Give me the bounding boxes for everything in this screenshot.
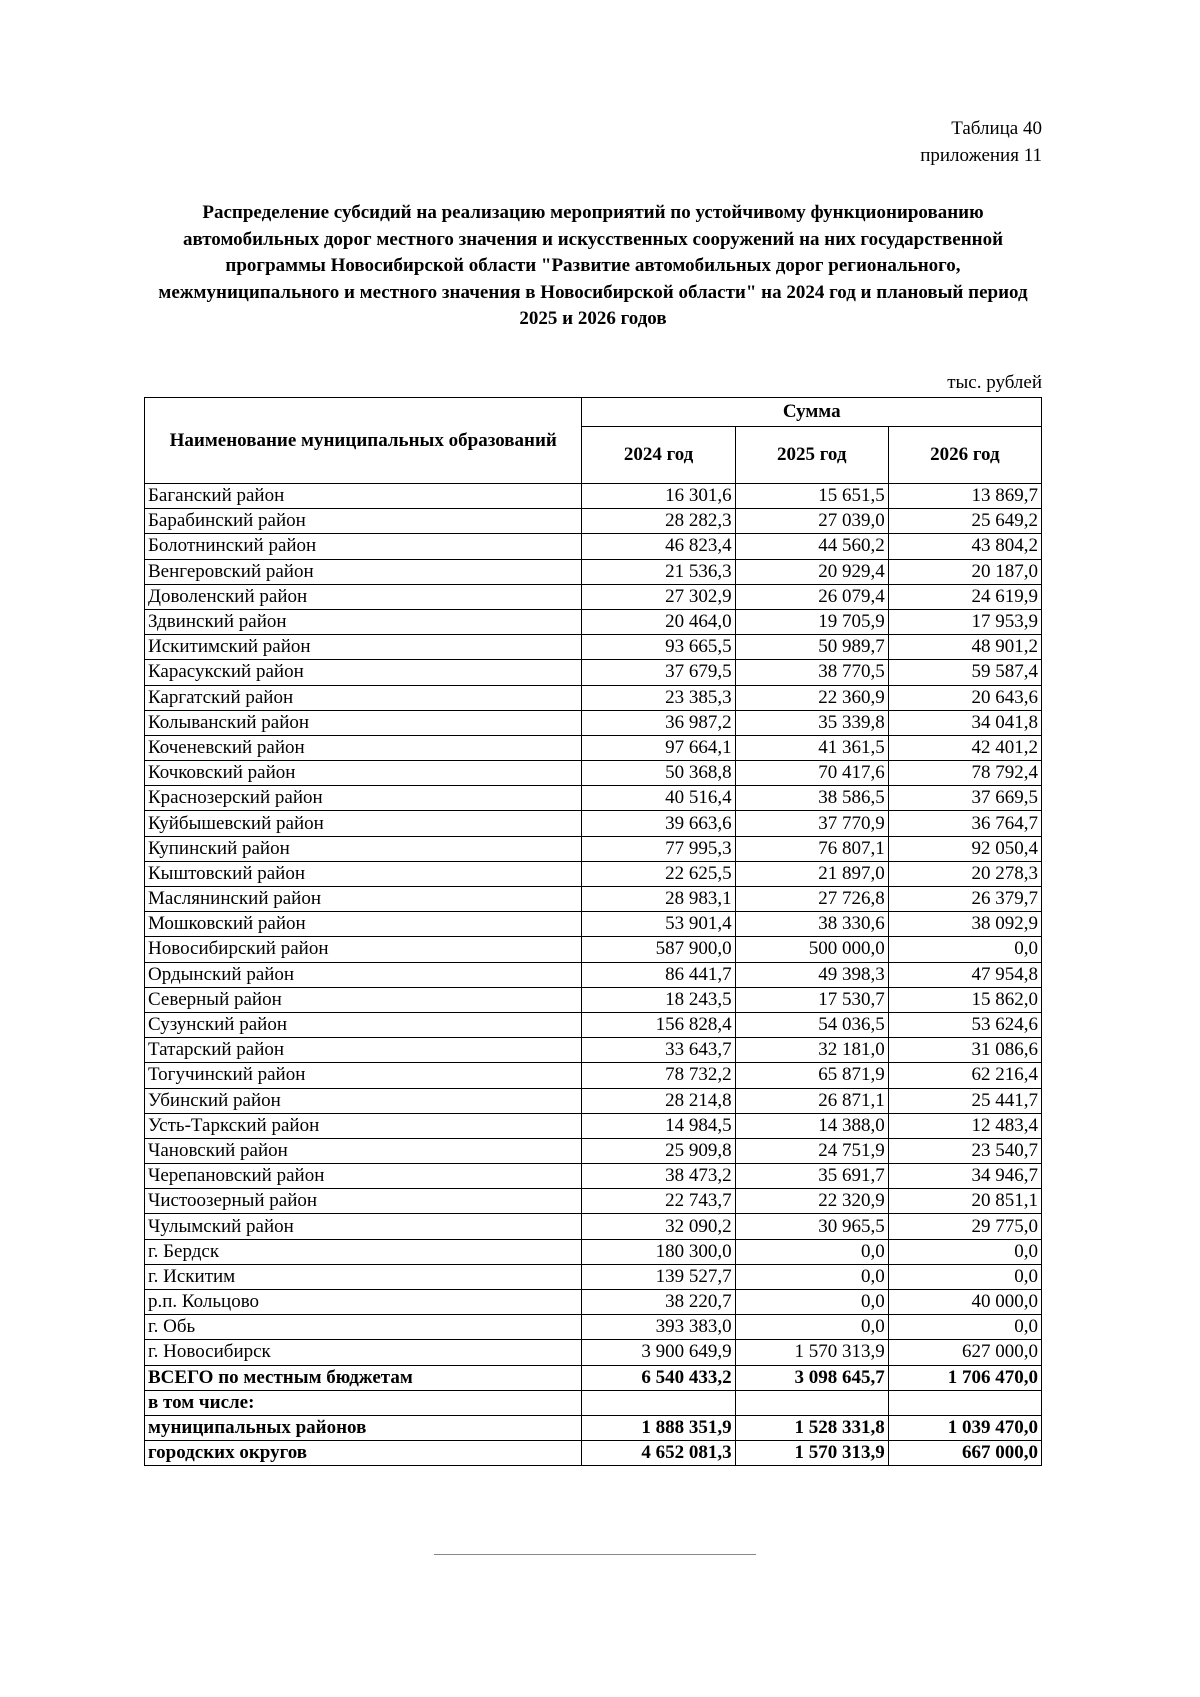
table-row bbox=[145, 761, 1042, 786]
value-2024: 393 383,0 bbox=[582, 1315, 735, 1340]
municipality-name: Кочковский район bbox=[145, 761, 582, 786]
total-row bbox=[145, 1365, 1042, 1390]
value-2025: 65 871,9 bbox=[735, 1063, 888, 1088]
value-2024: 36 987,2 bbox=[582, 710, 735, 735]
table-row bbox=[145, 937, 1042, 962]
value-2024: 97 664,1 bbox=[582, 735, 735, 760]
value-2025: 38 770,5 bbox=[735, 660, 888, 685]
table-row bbox=[145, 786, 1042, 811]
value-2025: 54 036,5 bbox=[735, 1012, 888, 1037]
value-2025: 30 965,5 bbox=[735, 1214, 888, 1239]
value-2026: 0,0 bbox=[888, 937, 1041, 962]
value-2025: 500 000,0 bbox=[735, 937, 888, 962]
table-row bbox=[145, 1088, 1042, 1113]
table-row bbox=[145, 962, 1042, 987]
municipal-2024: 1 888 351,9 bbox=[582, 1415, 735, 1440]
value-2025: 21 897,0 bbox=[735, 861, 888, 886]
table-row bbox=[145, 635, 1042, 660]
table-body bbox=[145, 484, 1042, 1366]
table-row bbox=[145, 987, 1042, 1012]
value-2026: 92 050,4 bbox=[888, 836, 1041, 861]
table-row bbox=[145, 1315, 1042, 1340]
table-row bbox=[145, 509, 1042, 534]
value-2026: 15 862,0 bbox=[888, 987, 1041, 1012]
value-2025: 0,0 bbox=[735, 1239, 888, 1264]
value-2025: 32 181,0 bbox=[735, 1038, 888, 1063]
including-row bbox=[145, 1390, 1042, 1415]
value-2024: 46 823,4 bbox=[582, 534, 735, 559]
table-row bbox=[145, 484, 1042, 509]
municipality-name: Карасукский район bbox=[145, 660, 582, 685]
municipality-name: Новосибирский район bbox=[145, 937, 582, 962]
municipality-name: Здвинский район bbox=[145, 609, 582, 634]
table-row bbox=[145, 861, 1042, 886]
value-2025: 17 530,7 bbox=[735, 987, 888, 1012]
value-2025: 1 570 313,9 bbox=[735, 1340, 888, 1365]
value-2024: 32 090,2 bbox=[582, 1214, 735, 1239]
value-2024: 14 984,5 bbox=[582, 1113, 735, 1138]
value-2024: 37 679,5 bbox=[582, 660, 735, 685]
municipality-name: Усть-Таркский район bbox=[145, 1113, 582, 1138]
value-2025: 19 705,9 bbox=[735, 609, 888, 634]
value-2026: 0,0 bbox=[888, 1239, 1041, 1264]
table-row bbox=[145, 1138, 1042, 1163]
municipality-name: Барабинский район bbox=[145, 509, 582, 534]
subsidy-table bbox=[144, 397, 1042, 1466]
value-2026: 34 041,8 bbox=[888, 710, 1041, 735]
value-2026: 20 851,1 bbox=[888, 1189, 1041, 1214]
city-districts-row bbox=[145, 1441, 1042, 1466]
municipality-name: р.п. Кольцово bbox=[145, 1290, 582, 1315]
table-row bbox=[145, 887, 1042, 912]
value-2026: 36 764,7 bbox=[888, 811, 1041, 836]
value-2025: 26 871,1 bbox=[735, 1088, 888, 1113]
table-row bbox=[145, 735, 1042, 760]
table-row bbox=[145, 912, 1042, 937]
municipality-name: Кыштовский район bbox=[145, 861, 582, 886]
value-2026: 78 792,4 bbox=[888, 761, 1041, 786]
municipality-name: Баганский район bbox=[145, 484, 582, 509]
value-2025: 76 807,1 bbox=[735, 836, 888, 861]
table-row bbox=[145, 1038, 1042, 1063]
including-label: в том числе: bbox=[145, 1390, 582, 1415]
municipal-2025: 1 528 331,8 bbox=[735, 1415, 888, 1440]
value-2024: 139 527,7 bbox=[582, 1264, 735, 1289]
value-2025: 0,0 bbox=[735, 1315, 888, 1340]
value-2024: 25 909,8 bbox=[582, 1138, 735, 1163]
table-row bbox=[145, 1012, 1042, 1037]
table-row bbox=[145, 836, 1042, 861]
municipality-name: Краснозерский район bbox=[145, 786, 582, 811]
municipality-name: Чулымский район bbox=[145, 1214, 582, 1239]
value-2026: 59 587,4 bbox=[888, 660, 1041, 685]
header-year-2025: 2025 год bbox=[735, 427, 888, 484]
municipality-name: Купинский район bbox=[145, 836, 582, 861]
total-label: ВСЕГО по местным бюджетам bbox=[145, 1365, 582, 1390]
value-2026: 37 669,5 bbox=[888, 786, 1041, 811]
total-2026: 1 706 470,0 bbox=[888, 1365, 1041, 1390]
value-2024: 86 441,7 bbox=[582, 962, 735, 987]
value-2024: 22 743,7 bbox=[582, 1189, 735, 1214]
municipality-name: Болотнинский район bbox=[145, 534, 582, 559]
municipality-name: Доволенский район bbox=[145, 584, 582, 609]
value-2026: 40 000,0 bbox=[888, 1290, 1041, 1315]
value-2026: 0,0 bbox=[888, 1264, 1041, 1289]
value-2026: 25 441,7 bbox=[888, 1088, 1041, 1113]
table-row bbox=[145, 559, 1042, 584]
value-2025: 20 929,4 bbox=[735, 559, 888, 584]
value-2024: 39 663,6 bbox=[582, 811, 735, 836]
municipality-name: Ордынский район bbox=[145, 962, 582, 987]
table-row bbox=[145, 1239, 1042, 1264]
table-row bbox=[145, 534, 1042, 559]
municipality-name: Венгеровский район bbox=[145, 559, 582, 584]
value-2026: 34 946,7 bbox=[888, 1164, 1041, 1189]
value-2025: 35 339,8 bbox=[735, 710, 888, 735]
municipality-name: Чановский район bbox=[145, 1138, 582, 1163]
value-2026: 53 624,6 bbox=[888, 1012, 1041, 1037]
table-row bbox=[145, 710, 1042, 735]
value-2024: 21 536,3 bbox=[582, 559, 735, 584]
value-2026: 627 000,0 bbox=[888, 1340, 1041, 1365]
municipality-name: Чистоозерный район bbox=[145, 1189, 582, 1214]
table-row bbox=[145, 685, 1042, 710]
table-row bbox=[145, 609, 1042, 634]
municipality-name: Сузунский район bbox=[145, 1012, 582, 1037]
value-2026: 23 540,7 bbox=[888, 1138, 1041, 1163]
value-2025: 15 651,5 bbox=[735, 484, 888, 509]
header-year-2026: 2026 год bbox=[888, 427, 1041, 484]
table-row bbox=[145, 584, 1042, 609]
municipality-name: Куйбышевский район bbox=[145, 811, 582, 836]
value-2025: 49 398,3 bbox=[735, 962, 888, 987]
municipal-label: муниципальных районов bbox=[145, 1415, 582, 1440]
total-2025: 3 098 645,7 bbox=[735, 1365, 888, 1390]
value-2025: 38 586,5 bbox=[735, 786, 888, 811]
value-2026: 20 643,6 bbox=[888, 685, 1041, 710]
value-2025: 22 320,9 bbox=[735, 1189, 888, 1214]
value-2024: 180 300,0 bbox=[582, 1239, 735, 1264]
value-2025: 14 388,0 bbox=[735, 1113, 888, 1138]
value-2025: 27 726,8 bbox=[735, 887, 888, 912]
municipality-name: Черепановский район bbox=[145, 1164, 582, 1189]
value-2026: 17 953,9 bbox=[888, 609, 1041, 634]
value-2024: 33 643,7 bbox=[582, 1038, 735, 1063]
value-2024: 28 214,8 bbox=[582, 1088, 735, 1113]
document-title: Распределение субсидий на реализацию мероприятий по устойчивому функционированию автомобильных дорог местного значения и искусственных сооружений на них государственной программы Новосибирской области "Развитие автомобильных дорог регионального, межмуниципального и местного значения в Новосибирской области" на 2024 год и плановый период 2025 и 2026 годов bbox=[158, 202, 1028, 329]
municipality-name: г. Обь bbox=[145, 1315, 582, 1340]
table-row bbox=[145, 1214, 1042, 1239]
value-2025: 50 989,7 bbox=[735, 635, 888, 660]
table-row bbox=[145, 1290, 1042, 1315]
value-2026: 24 619,9 bbox=[888, 584, 1041, 609]
value-2024: 16 301,6 bbox=[582, 484, 735, 509]
city-2024: 4 652 081,3 bbox=[582, 1441, 735, 1466]
value-2024: 40 516,4 bbox=[582, 786, 735, 811]
value-2026: 20 278,3 bbox=[888, 861, 1041, 886]
value-2026: 29 775,0 bbox=[888, 1214, 1041, 1239]
municipality-name: Убинский район bbox=[145, 1088, 582, 1113]
value-2025: 37 770,9 bbox=[735, 811, 888, 836]
table-row bbox=[145, 660, 1042, 685]
city-2025: 1 570 313,9 bbox=[735, 1441, 888, 1466]
municipal-districts-row bbox=[145, 1415, 1042, 1440]
table-number: Таблица 40 bbox=[951, 118, 1042, 139]
value-2024: 38 220,7 bbox=[582, 1290, 735, 1315]
value-2025: 26 079,4 bbox=[735, 584, 888, 609]
value-2024: 38 473,2 bbox=[582, 1164, 735, 1189]
value-2024: 28 983,1 bbox=[582, 887, 735, 912]
value-2024: 93 665,5 bbox=[582, 635, 735, 660]
municipality-name: Тогучинский район bbox=[145, 1063, 582, 1088]
value-2026: 38 092,9 bbox=[888, 912, 1041, 937]
appendix-number: приложения 11 bbox=[920, 145, 1042, 166]
municipality-name: Северный район bbox=[145, 987, 582, 1012]
municipal-2026: 1 039 470,0 bbox=[888, 1415, 1041, 1440]
municipality-name: г. Бердск bbox=[145, 1239, 582, 1264]
table-row bbox=[145, 1189, 1042, 1214]
value-2025: 41 361,5 bbox=[735, 735, 888, 760]
table-row bbox=[145, 1113, 1042, 1138]
value-2025: 24 751,9 bbox=[735, 1138, 888, 1163]
table-row bbox=[145, 1340, 1042, 1365]
value-2024: 3 900 649,9 bbox=[582, 1340, 735, 1365]
value-2024: 50 368,8 bbox=[582, 761, 735, 786]
value-2026: 26 379,7 bbox=[888, 887, 1041, 912]
value-2024: 23 385,3 bbox=[582, 685, 735, 710]
value-2025: 0,0 bbox=[735, 1290, 888, 1315]
value-2024: 28 282,3 bbox=[582, 509, 735, 534]
municipality-name: Мошковский район bbox=[145, 912, 582, 937]
value-2026: 42 401,2 bbox=[888, 735, 1041, 760]
value-2024: 156 828,4 bbox=[582, 1012, 735, 1037]
value-2026: 47 954,8 bbox=[888, 962, 1041, 987]
value-2025: 22 360,9 bbox=[735, 685, 888, 710]
value-2026: 0,0 bbox=[888, 1315, 1041, 1340]
value-2025: 70 417,6 bbox=[735, 761, 888, 786]
value-2026: 43 804,2 bbox=[888, 534, 1041, 559]
value-2026: 62 216,4 bbox=[888, 1063, 1041, 1088]
header-sum: Сумма bbox=[582, 398, 1042, 427]
value-2024: 53 901,4 bbox=[582, 912, 735, 937]
municipality-name: Каргатский район bbox=[145, 685, 582, 710]
municipality-name: Колыванский район bbox=[145, 710, 582, 735]
value-2025: 38 330,6 bbox=[735, 912, 888, 937]
city-label: городских округов bbox=[145, 1441, 582, 1466]
value-2026: 13 869,7 bbox=[888, 484, 1041, 509]
municipality-name: Татарский район bbox=[145, 1038, 582, 1063]
value-2024: 20 464,0 bbox=[582, 609, 735, 634]
municipality-name: Искитимский район bbox=[145, 635, 582, 660]
value-2024: 587 900,0 bbox=[582, 937, 735, 962]
value-2026: 31 086,6 bbox=[888, 1038, 1041, 1063]
city-2026: 667 000,0 bbox=[888, 1441, 1041, 1466]
municipality-name: Коченевский район bbox=[145, 735, 582, 760]
value-2025: 27 039,0 bbox=[735, 509, 888, 534]
value-2024: 22 625,5 bbox=[582, 861, 735, 886]
total-2024: 6 540 433,2 bbox=[582, 1365, 735, 1390]
value-2024: 27 302,9 bbox=[582, 584, 735, 609]
footer-divider bbox=[434, 1554, 756, 1555]
table-row bbox=[145, 1164, 1042, 1189]
value-2024: 18 243,5 bbox=[582, 987, 735, 1012]
municipality-name: г. Новосибирск bbox=[145, 1340, 582, 1365]
table-row bbox=[145, 811, 1042, 836]
value-2024: 78 732,2 bbox=[582, 1063, 735, 1088]
header-year-2024: 2024 год bbox=[582, 427, 735, 484]
header-name: Наименование муниципальных образований bbox=[145, 398, 582, 484]
value-2026: 20 187,0 bbox=[888, 559, 1041, 584]
municipality-name: Маслянинский район bbox=[145, 887, 582, 912]
municipality-name: г. Искитим bbox=[145, 1264, 582, 1289]
units-label: тыс. рублей bbox=[947, 372, 1042, 393]
value-2024: 77 995,3 bbox=[582, 836, 735, 861]
value-2025: 44 560,2 bbox=[735, 534, 888, 559]
value-2026: 12 483,4 bbox=[888, 1113, 1041, 1138]
value-2026: 25 649,2 bbox=[888, 509, 1041, 534]
value-2025: 35 691,7 bbox=[735, 1164, 888, 1189]
table-row bbox=[145, 1063, 1042, 1088]
value-2025: 0,0 bbox=[735, 1264, 888, 1289]
table-row bbox=[145, 1264, 1042, 1289]
value-2026: 48 901,2 bbox=[888, 635, 1041, 660]
